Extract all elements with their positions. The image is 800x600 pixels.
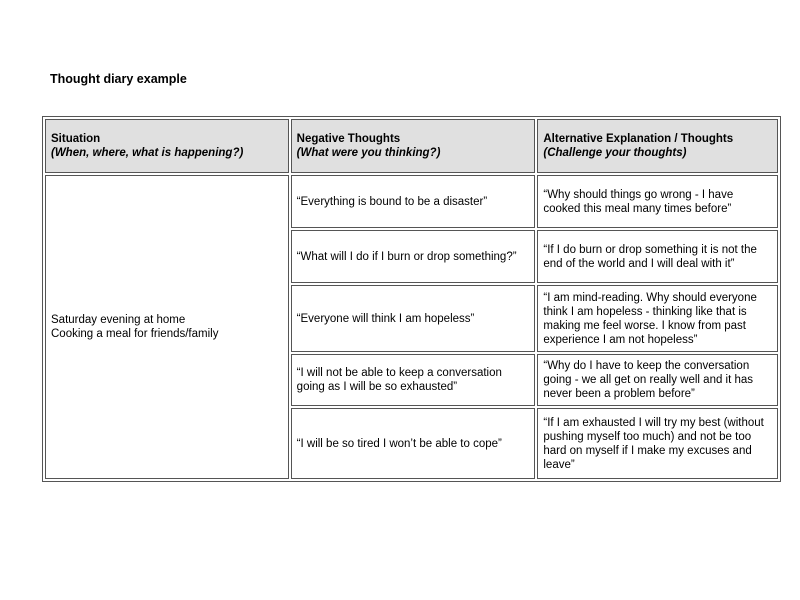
header-situation-label: Situation xyxy=(51,133,101,145)
situation-line: Saturday evening at home xyxy=(51,314,186,326)
alternative-thought-cell: “Why should things go wrong - I have cooked this meal many times before” xyxy=(537,175,778,228)
header-alternative-subtitle: (Challenge your thoughts) xyxy=(543,147,687,159)
thought-diary-table xyxy=(42,116,781,482)
document-title: Thought diary example xyxy=(50,72,187,86)
negative-thought-cell: “I will be so tired I won’t be able to cope” xyxy=(291,408,536,479)
alternative-thought-cell: “If I do burn or drop something it is not the end of the world and I will deal with it” xyxy=(537,230,778,283)
header-alternative-thoughts xyxy=(537,119,778,173)
header-negative-thoughts xyxy=(291,119,536,173)
situation-line: Cooking a meal for friends/family xyxy=(51,328,219,340)
header-negative-subtitle: (What were you thinking?) xyxy=(296,147,441,159)
header-row xyxy=(45,119,778,173)
alternative-thought-cell: “Why do I have to keep the conversation going - we all get on really well and it has never been a problem before” xyxy=(537,354,778,406)
header-situation-subtitle: (When, where, what is happening?) xyxy=(51,147,244,159)
table-row xyxy=(45,175,778,228)
negative-thought-cell: “What will I do if I burn or drop something?” xyxy=(291,230,536,283)
alternative-thought-cell: “If I am exhausted I will try my best (without pushing myself too much) and not be too hard on myself if I make my excuses and leave” xyxy=(537,408,778,479)
header-alternative-label: Alternative Explanation / Thoughts xyxy=(543,133,734,145)
situation-cell xyxy=(45,175,289,479)
negative-thought-cell: “Everything is bound to be a disaster” xyxy=(291,175,536,228)
header-situation xyxy=(45,119,289,173)
header-negative-label: Negative Thoughts xyxy=(296,133,401,145)
negative-thought-cell: “Everyone will think I am hopeless” xyxy=(291,285,536,352)
negative-thought-cell: “I will not be able to keep a conversation going as I will be so exhausted” xyxy=(291,354,536,406)
alternative-thought-cell: “I am mind-reading. Why should everyone think I am hopeless - thinking like that is making me feel worse. I know from past experience I am not hopeless” xyxy=(537,285,778,352)
